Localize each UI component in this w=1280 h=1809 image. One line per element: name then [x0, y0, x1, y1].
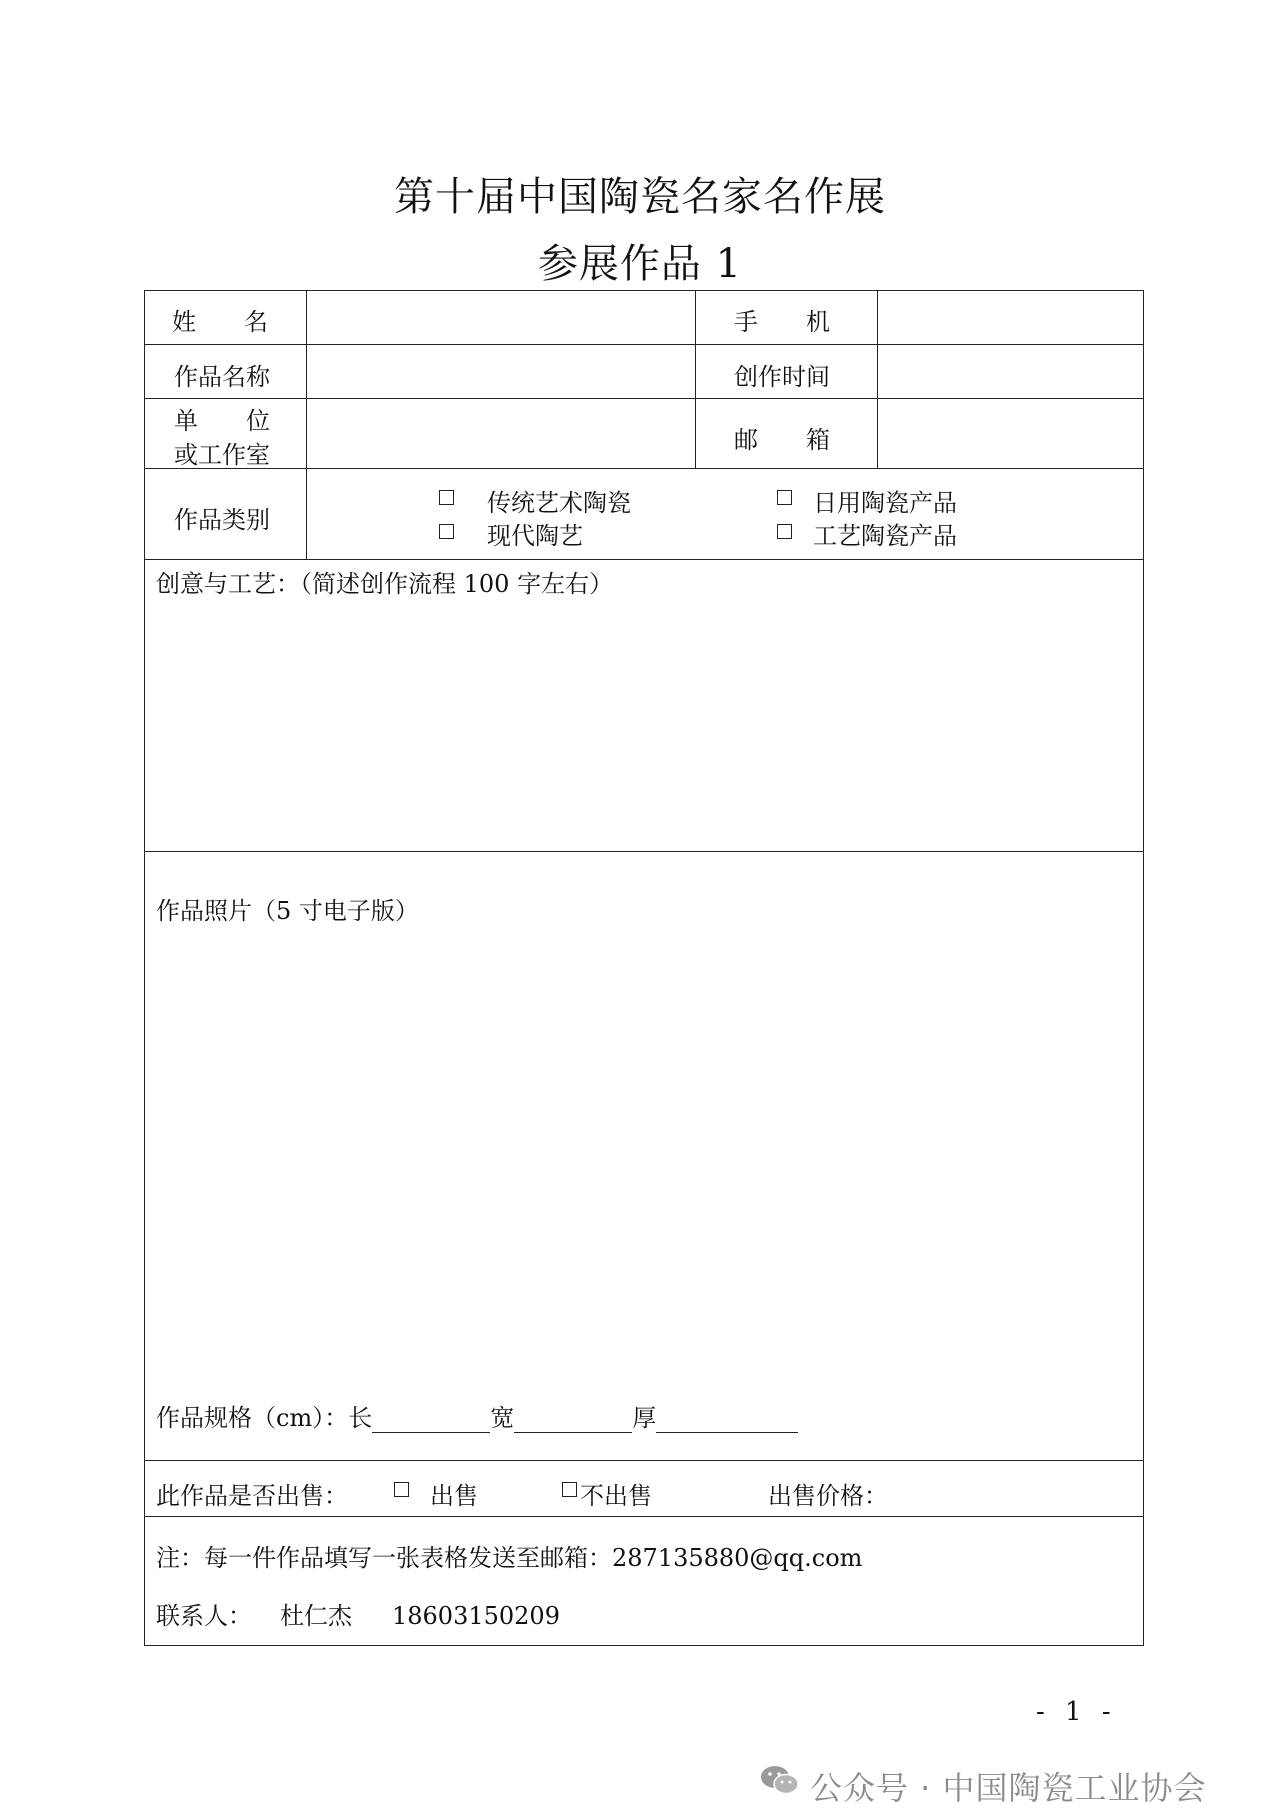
watermark-text: 公众号 · 中国陶瓷工业协会 — [810, 1769, 1207, 1807]
size-row — [156, 1398, 798, 1433]
column-divider — [306, 290, 307, 559]
document-subtitle: 参展作品 1 — [537, 241, 743, 287]
unit-field[interactable] — [308, 400, 694, 467]
contact-name: 杜仁杰 — [280, 1602, 352, 1630]
photo-label: 作品照片（5 寸电子版） — [156, 897, 419, 925]
column-divider — [695, 290, 696, 468]
checkbox-sale-yes[interactable] — [394, 1482, 409, 1497]
row-divider — [144, 1460, 1144, 1461]
contact-phone: 18603150209 — [392, 1602, 560, 1630]
creation-time-label: 创作时间 — [734, 363, 830, 391]
option-craft-ceramics: 工艺陶瓷产品 — [813, 522, 957, 550]
email-field[interactable] — [879, 400, 1142, 467]
photo-upload-area[interactable] — [146, 930, 1142, 1380]
option-modern-pottery: 现代陶艺 — [487, 522, 583, 550]
wechat-icon — [758, 1762, 802, 1798]
document-title: 第十届中国陶瓷名家名作展 — [394, 174, 886, 220]
size-width-label: 宽 — [490, 1404, 515, 1432]
contact-label: 联系人： — [156, 1602, 252, 1630]
checkbox-craft-ceramics[interactable] — [777, 524, 792, 539]
concept-label: 创意与工艺：（简述创作流程 100 字左右） — [156, 570, 614, 598]
unit-label-line2: 或工作室 — [174, 441, 270, 469]
email-note: 注：每一件作品填写一张表格发送至邮箱：287135880@qq.com — [156, 1544, 863, 1572]
option-traditional-ceramics: 传统艺术陶瓷 — [487, 489, 631, 517]
sale-price-label: 出售价格： — [768, 1482, 888, 1510]
size-thickness-label: 厚 — [632, 1404, 657, 1432]
email-label: 邮 箱 — [734, 426, 830, 454]
width-field[interactable] — [514, 1406, 632, 1433]
contact-row — [156, 1596, 560, 1631]
size-length-label: 作品规格（cm）：长 — [156, 1404, 373, 1432]
checkbox-modern-pottery[interactable] — [439, 524, 454, 539]
row-divider — [144, 398, 1144, 399]
name-label: 姓 名 — [172, 308, 268, 336]
length-field[interactable] — [372, 1406, 490, 1433]
work-title-field[interactable] — [308, 346, 694, 397]
row-divider — [144, 559, 1144, 560]
option-daily-ceramics: 日用陶瓷产品 — [813, 489, 957, 517]
thickness-field[interactable] — [656, 1406, 798, 1433]
row-divider — [144, 344, 1144, 345]
checkbox-sale-no[interactable] — [562, 1482, 577, 1497]
row-divider — [144, 468, 1144, 469]
checkbox-traditional-ceramics[interactable] — [439, 490, 454, 505]
sale-no-label: 不出售 — [580, 1482, 652, 1510]
row-divider — [144, 851, 1144, 852]
unit-label-line1: 单 位 — [174, 407, 270, 435]
column-divider — [877, 290, 878, 468]
name-field[interactable] — [308, 292, 694, 343]
sale-yes-label: 出售 — [430, 1482, 478, 1510]
checkbox-daily-ceramics[interactable] — [777, 490, 792, 505]
creation-time-field[interactable] — [879, 346, 1142, 397]
phone-field[interactable] — [879, 292, 1142, 343]
phone-label: 手 机 — [734, 308, 830, 336]
row-divider — [144, 1516, 1144, 1517]
sale-price-field[interactable] — [890, 1470, 1140, 1510]
sale-question: 此作品是否出售： — [156, 1482, 348, 1510]
category-label: 作品类别 — [174, 506, 270, 534]
page-number: - 1 - — [1036, 1697, 1117, 1727]
concept-field[interactable] — [146, 600, 1142, 848]
work-title-label: 作品名称 — [174, 363, 270, 391]
